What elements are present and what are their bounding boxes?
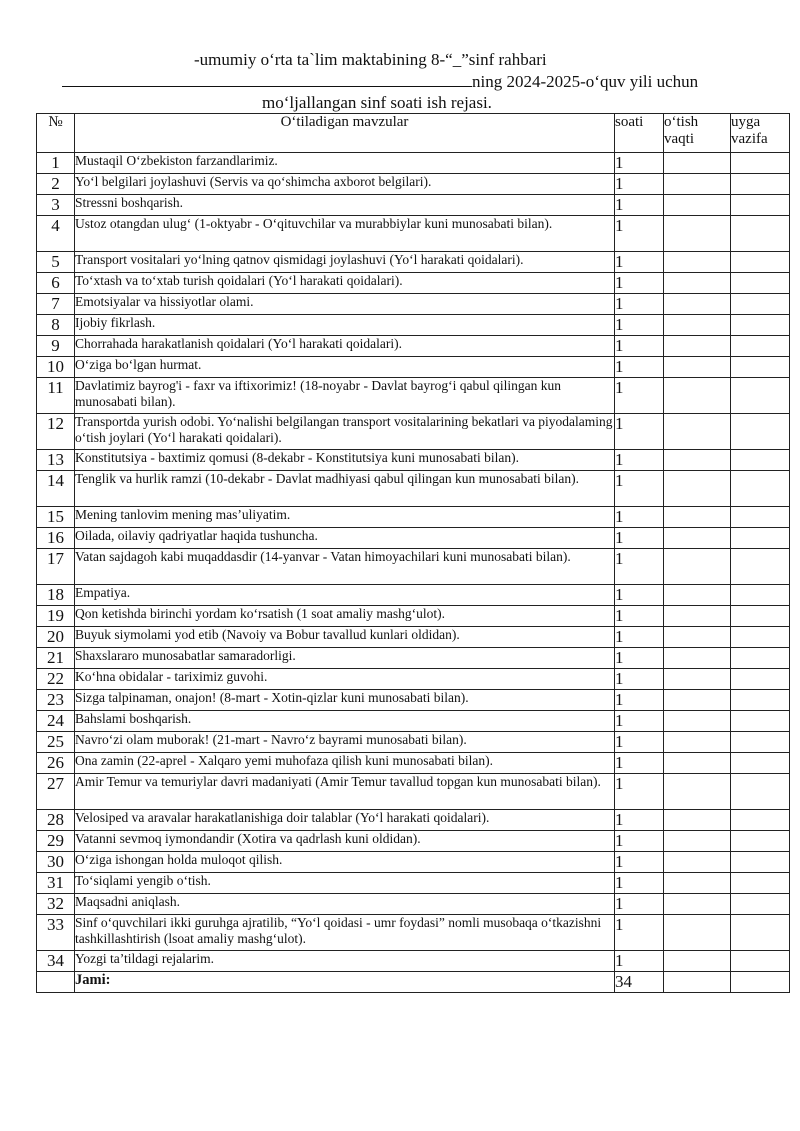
row-time (664, 336, 731, 357)
row-topic: Tenglik va hurlik ramzi (10-dekabr - Davlat madhiyasi qabul qilingan kun munosabati bilan). (75, 471, 615, 507)
table-row (37, 915, 790, 951)
row-time (664, 528, 731, 549)
row-number: 21 (37, 648, 75, 669)
row-topic: Transport vositalari yo‘lning qatnov qismidagi joylashuvi (Yo‘l harakati qoidalari). (75, 252, 615, 273)
table-row (37, 294, 790, 315)
row-topic: Vatan sajdagoh kabi muqaddasdir (14-yanvar - Vatan himoyachilari kuni munosabati bilan). (75, 549, 615, 585)
row-topic: Chorrahada harakatlanish qoidalari (Yo‘l harakati qoidalari). (75, 336, 615, 357)
row-topic: Yozgi ta’tildagi rejalarim. (75, 951, 615, 972)
row-homework (731, 606, 790, 627)
table-row (37, 528, 790, 549)
row-topic: Ko‘hna obidalar - tariximiz guvohi. (75, 669, 615, 690)
row-homework (731, 732, 790, 753)
table-header-row (37, 114, 790, 153)
row-homework (731, 690, 790, 711)
row-time (664, 690, 731, 711)
row-topic: To‘xtash va to‘xtab turish qoidalari (Yo‘l harakati qoidalari). (75, 273, 615, 294)
column-header-hours: soati (615, 114, 664, 153)
row-topic: Davlatimiz bayrog'i - faxr va iftixorimiz! (18-noyabr - Davlat bayrog‘i qabul qilingan kun munosabati bilan). (75, 378, 615, 414)
row-homework (731, 252, 790, 273)
row-topic: Shaxslararo munosabatlar samaradorligi. (75, 648, 615, 669)
row-homework (731, 216, 790, 252)
header-line-2 (62, 70, 698, 92)
row-number: 29 (37, 831, 75, 852)
table-row (37, 669, 790, 690)
row-topic: To‘siqlami yengib o‘tish. (75, 873, 615, 894)
row-topic: Stressni boshqarish. (75, 195, 615, 216)
row-hours: 1 (615, 648, 664, 669)
table-row (37, 336, 790, 357)
table-row (37, 774, 790, 810)
row-number: 8 (37, 315, 75, 336)
table-row (37, 378, 790, 414)
row-hours: 1 (615, 252, 664, 273)
row-topic: Amir Temur va temuriylar davri madaniyati (Amir Temur tavallud topgan kun munosabati bilan). (75, 774, 615, 810)
row-time (664, 252, 731, 273)
row-time (664, 153, 731, 174)
row-number: 28 (37, 810, 75, 831)
row-hours: 1 (615, 357, 664, 378)
header-line-1: -umumiy o‘rta ta`lim maktabining 8-“_”sinf rahbari (194, 50, 547, 69)
row-number: 17 (37, 549, 75, 585)
row-hours: 1 (615, 450, 664, 471)
row-homework (731, 450, 790, 471)
table-row (37, 648, 790, 669)
row-topic: Mustaqil O‘zbekiston farzandlarimiz. (75, 153, 615, 174)
row-topic: Vatanni sevmoq iymondandir (Xotira va qadrlash kuni oldidan). (75, 831, 615, 852)
row-number: 3 (37, 195, 75, 216)
row-time (664, 669, 731, 690)
row-topic: Ustoz otangdan ulug‘ (1-oktyabr - O‘qituvchilar va murabbiylar kuni munosabati bilan). (75, 216, 615, 252)
row-topic: Ijobiy fikrlash. (75, 315, 615, 336)
row-homework (731, 951, 790, 972)
row-time (664, 507, 731, 528)
table-row (37, 873, 790, 894)
table-body (37, 153, 790, 993)
row-hours: 1 (615, 732, 664, 753)
row-hours: 1 (615, 951, 664, 972)
row-homework (731, 273, 790, 294)
table-row (37, 549, 790, 585)
table-row (37, 471, 790, 507)
row-time (664, 774, 731, 810)
row-hours: 1 (615, 528, 664, 549)
row-number: 7 (37, 294, 75, 315)
table-row (37, 174, 790, 195)
row-time (664, 273, 731, 294)
row-topic: Transportda yurish odobi. Yo‘nalishi belgilangan transport vositalarining bekatlari va piyodalaming o‘tish joylari (Yo‘l harakati qoidalari). (75, 414, 615, 450)
row-hours: 1 (615, 873, 664, 894)
row-topic: Buyuk siymolami yod etib (Navoiy va Bobur tavallud kunlari oldidan). (75, 627, 615, 648)
table-row (37, 627, 790, 648)
row-hours: 1 (615, 585, 664, 606)
row-time (664, 174, 731, 195)
row-time (664, 216, 731, 252)
row-hours: 1 (615, 153, 664, 174)
row-number: 19 (37, 606, 75, 627)
row-hours: 1 (615, 627, 664, 648)
row-topic: Emotsiyalar va hissiyotlar olami. (75, 294, 615, 315)
row-hours: 1 (615, 378, 664, 414)
table-row (37, 732, 790, 753)
row-homework (731, 315, 790, 336)
row-topic: Konstitutsiya - baxtimiz qomusi (8-dekabr - Konstitutsiya kuni munosabati bilan). (75, 450, 615, 471)
row-homework (731, 810, 790, 831)
row-number: 16 (37, 528, 75, 549)
row-time (664, 951, 731, 972)
row-time (664, 606, 731, 627)
row-homework (731, 585, 790, 606)
row-homework (731, 549, 790, 585)
row-number: 10 (37, 357, 75, 378)
table-row (37, 951, 790, 972)
row-homework (731, 195, 790, 216)
row-number: 12 (37, 414, 75, 450)
row-number: 26 (37, 753, 75, 774)
total-label: Jami: (75, 972, 615, 993)
row-topic: Velosiped va aravalar harakatlanishiga doir talablar (Yo‘l harakati qoidalari). (75, 810, 615, 831)
row-hours: 1 (615, 549, 664, 585)
row-hours: 1 (615, 294, 664, 315)
table-row (37, 810, 790, 831)
row-time (664, 315, 731, 336)
row-number: 4 (37, 216, 75, 252)
row-topic: O‘ziga bo‘lgan hurmat. (75, 357, 615, 378)
header-line-3: mo‘ljallangan sinf soati ish rejasi. (262, 93, 492, 112)
row-time (664, 810, 731, 831)
row-homework (731, 153, 790, 174)
row-homework (731, 336, 790, 357)
table-row (37, 252, 790, 273)
row-time (664, 585, 731, 606)
column-header-time: o‘tish vaqti (664, 114, 731, 153)
teacher-name-blank (62, 70, 472, 87)
row-hours: 1 (615, 894, 664, 915)
row-hours: 1 (615, 216, 664, 252)
row-time (664, 294, 731, 315)
total-row (37, 972, 790, 993)
row-hours: 1 (615, 915, 664, 951)
row-number: 18 (37, 585, 75, 606)
row-time (664, 357, 731, 378)
row-homework (731, 648, 790, 669)
row-homework (731, 627, 790, 648)
row-topic: Qon ketishda birinchi yordam ko‘rsatish (1 soat amaliy mashg‘ulot). (75, 606, 615, 627)
total-time-cell (664, 972, 731, 993)
row-number: 23 (37, 690, 75, 711)
row-time (664, 711, 731, 732)
row-hours: 1 (615, 336, 664, 357)
table-row (37, 414, 790, 450)
class-hour-plan-table (36, 113, 790, 993)
row-homework (731, 711, 790, 732)
row-time (664, 915, 731, 951)
table-row (37, 606, 790, 627)
row-number: 20 (37, 627, 75, 648)
row-homework (731, 852, 790, 873)
row-number: 30 (37, 852, 75, 873)
table-row (37, 753, 790, 774)
row-time (664, 195, 731, 216)
table-row (37, 690, 790, 711)
row-number: 5 (37, 252, 75, 273)
row-number: 14 (37, 471, 75, 507)
row-homework (731, 357, 790, 378)
row-homework (731, 831, 790, 852)
row-topic: Sinf o‘quvchilari ikki guruhga ajratilib, “Yo‘l qoidasi - umr foydasi” nomli musobaqa o‘tkazishni tashkillashtirish (lsoat amaliy mashg‘ulot). (75, 915, 615, 951)
row-homework (731, 174, 790, 195)
table-row (37, 831, 790, 852)
row-number: 34 (37, 951, 75, 972)
row-hours: 1 (615, 852, 664, 873)
table-row (37, 711, 790, 732)
row-number: 13 (37, 450, 75, 471)
total-number-cell (37, 972, 75, 993)
column-header-number: № (37, 114, 75, 153)
row-homework (731, 774, 790, 810)
row-homework (731, 507, 790, 528)
row-hours: 1 (615, 711, 664, 732)
row-number: 2 (37, 174, 75, 195)
row-number: 27 (37, 774, 75, 810)
row-topic: Maqsadni aniqlash. (75, 894, 615, 915)
row-homework (731, 528, 790, 549)
row-topic: Bahslami boshqarish. (75, 711, 615, 732)
row-number: 25 (37, 732, 75, 753)
row-hours: 1 (615, 273, 664, 294)
row-topic: Mening tanlovim mening mas’uliyatim. (75, 507, 615, 528)
column-header-topic: O‘tiladigan mavzular (75, 114, 615, 153)
row-number: 22 (37, 669, 75, 690)
column-header-homework: uyga vazifa (731, 114, 790, 153)
row-hours: 1 (615, 414, 664, 450)
total-hours: 34 (615, 972, 664, 993)
row-homework (731, 753, 790, 774)
row-homework (731, 294, 790, 315)
row-time (664, 471, 731, 507)
row-time (664, 732, 731, 753)
table-row (37, 195, 790, 216)
row-time (664, 627, 731, 648)
row-number: 32 (37, 894, 75, 915)
table-row (37, 450, 790, 471)
row-homework (731, 378, 790, 414)
row-topic: Navro‘zi olam muborak! (21-mart - Navro‘z bayrami munosabati bilan). (75, 732, 615, 753)
row-homework (731, 915, 790, 951)
row-hours: 1 (615, 810, 664, 831)
header-line-2-text: ning 2024-2025-o‘quv yili uchun (472, 72, 699, 91)
total-homework-cell (731, 972, 790, 993)
row-hours: 1 (615, 195, 664, 216)
row-number: 15 (37, 507, 75, 528)
row-topic: Ona zamin (22-aprel - Xalqaro yemi muhofaza qilish kuni munosabati bilan). (75, 753, 615, 774)
row-time (664, 873, 731, 894)
row-hours: 1 (615, 315, 664, 336)
row-hours: 1 (615, 669, 664, 690)
row-time (664, 894, 731, 915)
row-time (664, 450, 731, 471)
table-row (37, 585, 790, 606)
table-row (37, 852, 790, 873)
table-row (37, 216, 790, 252)
row-time (664, 414, 731, 450)
row-homework (731, 471, 790, 507)
row-time (664, 549, 731, 585)
row-homework (731, 669, 790, 690)
row-hours: 1 (615, 606, 664, 627)
table-row (37, 357, 790, 378)
row-number: 24 (37, 711, 75, 732)
row-topic: O‘ziga ishongan holda muloqot qilish. (75, 852, 615, 873)
row-hours: 1 (615, 507, 664, 528)
row-hours: 1 (615, 774, 664, 810)
row-number: 31 (37, 873, 75, 894)
row-number: 11 (37, 378, 75, 414)
row-topic: Yo‘l belgilari joylashuvi (Servis va qo‘shimcha axborot belgilari). (75, 174, 615, 195)
table-row (37, 315, 790, 336)
table-row (37, 153, 790, 174)
row-time (664, 378, 731, 414)
row-homework (731, 894, 790, 915)
row-hours: 1 (615, 831, 664, 852)
row-time (664, 648, 731, 669)
row-hours: 1 (615, 174, 664, 195)
row-topic: Empatiya. (75, 585, 615, 606)
row-hours: 1 (615, 753, 664, 774)
row-number: 6 (37, 273, 75, 294)
row-hours: 1 (615, 690, 664, 711)
table-row (37, 507, 790, 528)
row-homework (731, 414, 790, 450)
row-time (664, 753, 731, 774)
row-homework (731, 873, 790, 894)
table-row (37, 273, 790, 294)
row-number: 33 (37, 915, 75, 951)
row-time (664, 831, 731, 852)
row-number: 9 (37, 336, 75, 357)
row-number: 1 (37, 153, 75, 174)
row-topic: Sizga talpinaman, onajon! (8-mart - Xotin-qizlar kuni munosabati bilan). (75, 690, 615, 711)
row-time (664, 852, 731, 873)
row-hours: 1 (615, 471, 664, 507)
table-row (37, 894, 790, 915)
row-topic: Oilada, oilaviy qadriyatlar haqida tushuncha. (75, 528, 615, 549)
